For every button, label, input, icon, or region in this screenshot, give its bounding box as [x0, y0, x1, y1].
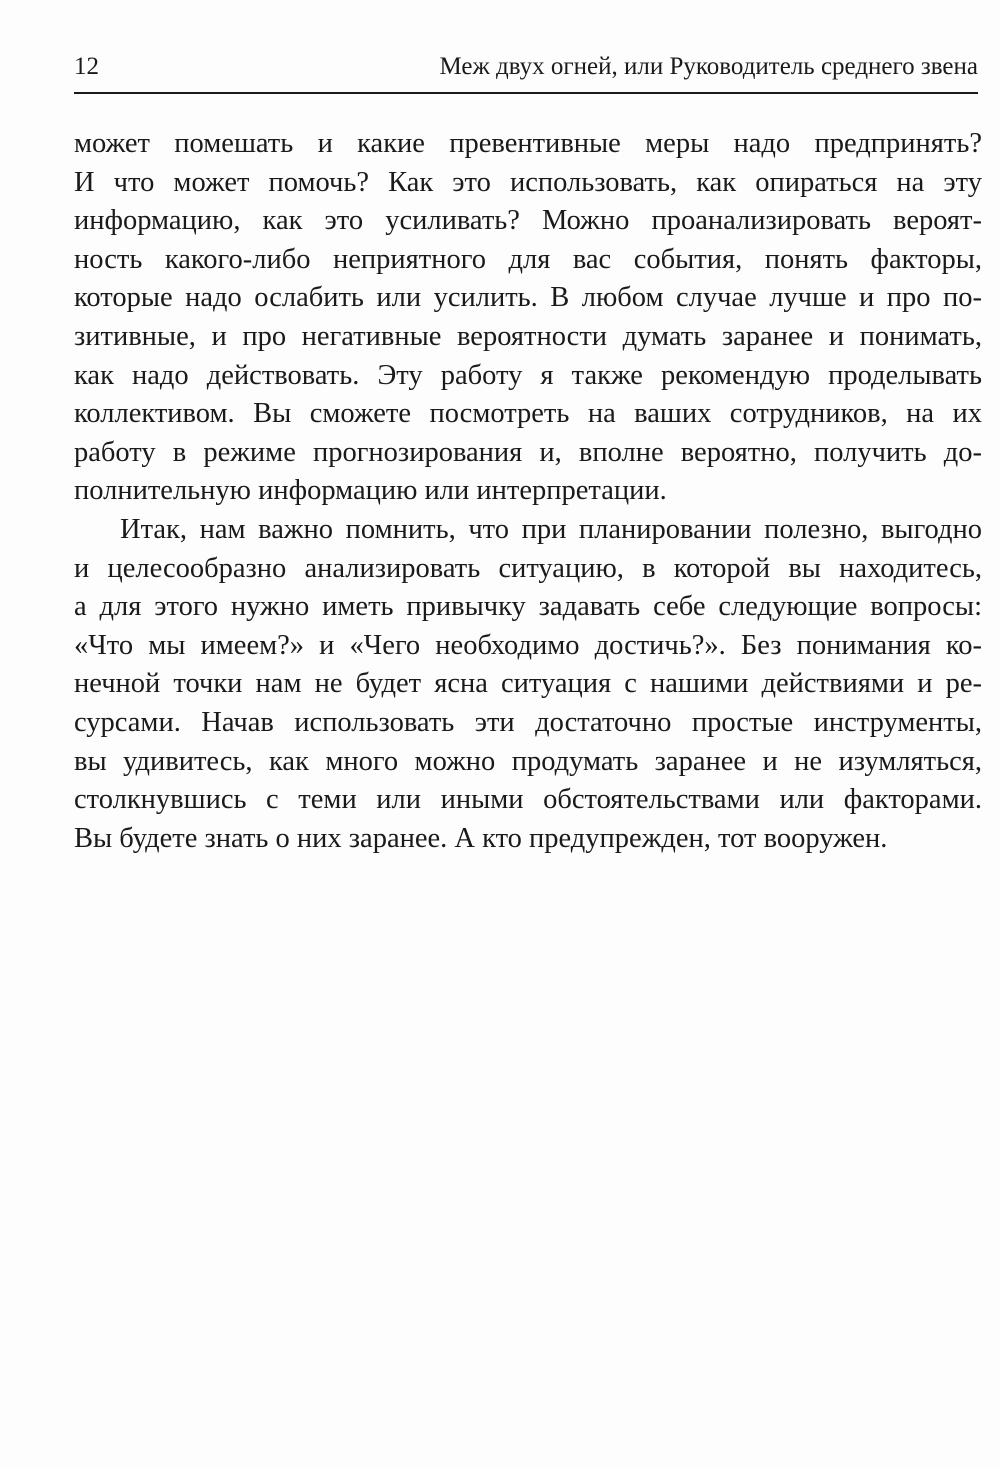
text-line: столкнувшись с теми или иными обстоятельствами или факторами.	[74, 784, 982, 816]
text-line: зитивные, и про негативные вероятности думать заранее и понимать,	[74, 320, 982, 352]
paragraph-1	[74, 125, 982, 511]
page-number: 12	[74, 53, 99, 80]
body-text	[74, 125, 982, 858]
text-line: а для этого нужно иметь привычку задавать себе следующие вопросы:	[74, 591, 982, 623]
text-line: И что может помочь? Как это использовать, как опираться на эту	[74, 166, 982, 198]
text-line: Вы будете знать о них заранее. А кто предупрежден, тот вооружен.	[74, 822, 888, 854]
text-line: как надо действовать. Эту работу я также рекомендую проделывать	[74, 359, 982, 391]
text-line: сурсами. Начав использовать эти достаточно простые инструменты,	[74, 706, 982, 738]
paragraph-2	[74, 511, 982, 858]
text-line: Итак, нам важно помнить, что при планировании полезно, выгодно	[120, 513, 982, 545]
text-line: ность какого-либо неприятного для вас события, понять факторы,	[74, 243, 982, 275]
text-line: «Что мы имеем?» и «Чего необходимо достичь?». Без понимания ко-	[74, 629, 982, 661]
text-line: нечной точки нам не будет ясна ситуация с нашими действиями и ре-	[74, 668, 982, 700]
text-line: полнительную информацию или интерпретации.	[74, 475, 667, 507]
text-line: информацию, как это усиливать? Можно проанализировать вероят-	[74, 205, 982, 237]
text-line: может помешать и какие превентивные меры надо предпринять?	[74, 128, 982, 159]
text-line: коллективом. Вы сможете посмотреть на ваших сотрудников, на их	[74, 398, 982, 430]
page-header	[74, 52, 978, 92]
text-line: вы удивитесь, как много можно продумать заранее и не изумляться,	[74, 745, 982, 777]
text-line: работу в режиме прогнозирования и, вполне вероятно, получить до-	[74, 436, 982, 468]
text-line: которые надо ослабить или усилить. В любом случае лучше и про по-	[74, 282, 982, 314]
running-title: Меж двух огней, или Руководитель среднего звена	[439, 53, 978, 80]
header-divider	[74, 92, 978, 94]
text-line: и целесообразно анализировать ситуацию, в которой вы находитесь,	[74, 552, 982, 584]
